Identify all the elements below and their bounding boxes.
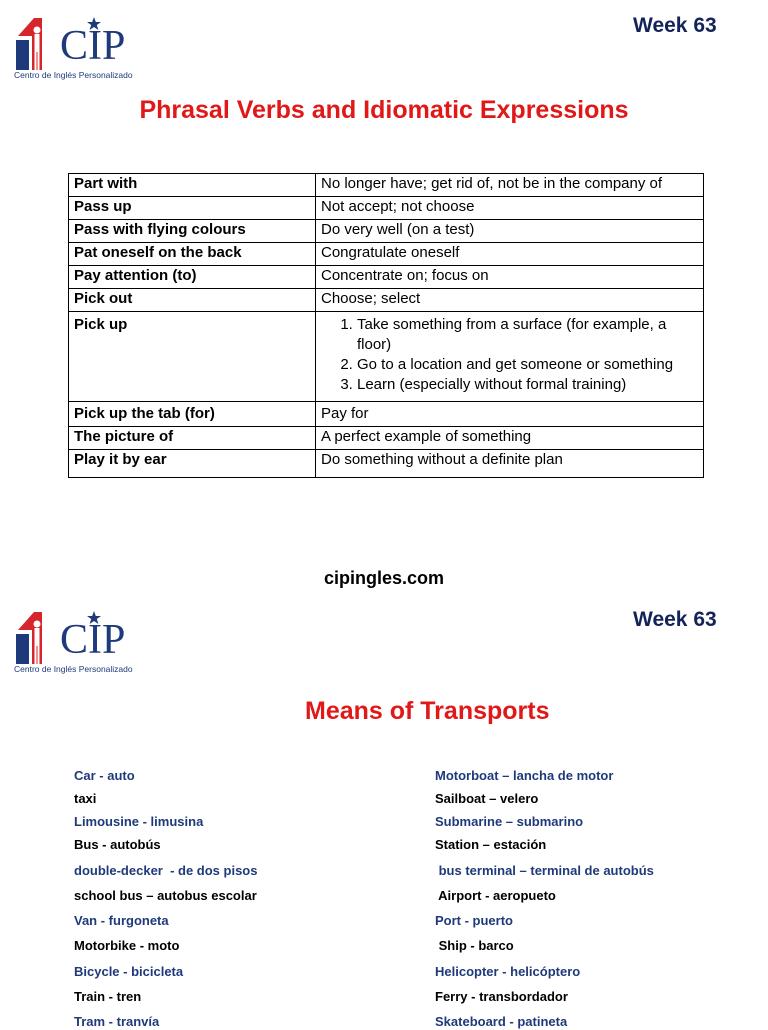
vocab-item: Motorbike - moto bbox=[74, 938, 180, 953]
term-cell: The picture of bbox=[69, 427, 316, 450]
definition-cell bbox=[316, 312, 704, 402]
table-row bbox=[69, 266, 704, 289]
table-row bbox=[69, 289, 704, 312]
vocab-item: Submarine – submarino bbox=[435, 814, 584, 829]
definition-cell: Not accept; not choose bbox=[316, 197, 704, 220]
table-row bbox=[69, 197, 704, 220]
definition-cell: A perfect example of something bbox=[316, 427, 704, 450]
week-label: Week 63 bbox=[633, 14, 717, 37]
vocab-item: Sailboat – velero bbox=[435, 791, 539, 806]
logo-text: CIP bbox=[60, 617, 126, 663]
table-row bbox=[69, 312, 704, 402]
definition-cell: Do something without a definite plan bbox=[316, 450, 704, 478]
vocab-item: Van - furgoneta bbox=[74, 913, 169, 928]
vocab-item: Limousine - limusina bbox=[74, 814, 204, 829]
table-row bbox=[69, 450, 704, 478]
table-row bbox=[69, 402, 704, 427]
definition-cell: Do very well (on a test) bbox=[316, 220, 704, 243]
term-cell: Pick up bbox=[69, 312, 316, 402]
table-row bbox=[69, 220, 704, 243]
cip-logo bbox=[12, 14, 142, 84]
term-cell: Part with bbox=[69, 174, 316, 197]
vocab-item: taxi bbox=[74, 791, 97, 806]
term-cell: Pick up the tab (for) bbox=[69, 402, 316, 427]
table-row bbox=[69, 427, 704, 450]
definition-cell: Pay for bbox=[316, 402, 704, 427]
vocab-item: Bicycle - bicicleta bbox=[74, 964, 184, 979]
table-row bbox=[69, 174, 704, 197]
list-item: 1. Take something from a surface (for example, a floor) bbox=[357, 315, 698, 355]
term-cell: Pat oneself on the back bbox=[69, 243, 316, 266]
vocab-item: Helicopter - helicóptero bbox=[435, 964, 581, 979]
list-item: 3. Learn (especially without formal training) bbox=[357, 375, 698, 395]
definition-cell: Choose; select bbox=[316, 289, 704, 312]
logo-tagline: Centro de Inglés Personalizado bbox=[14, 664, 133, 674]
logo-text: CIP bbox=[60, 23, 126, 69]
phrasal-verbs-table bbox=[68, 173, 704, 478]
vocab-item: Ship - barco bbox=[435, 938, 514, 953]
term-cell: Pass with flying colours bbox=[69, 220, 316, 243]
vocab-item: Ferry - transbordador bbox=[435, 989, 568, 1004]
term-cell: Play it by ear bbox=[69, 450, 316, 478]
week-label: Week 63 bbox=[633, 608, 717, 631]
term-cell: Pay attention (to) bbox=[69, 266, 316, 289]
term-cell: Pass up bbox=[69, 197, 316, 220]
vocab-item: Skateboard - patineta bbox=[435, 1014, 568, 1029]
vocab-item: Bus - autobús bbox=[74, 837, 161, 852]
vocab-item: Airport - aeropueto bbox=[435, 888, 556, 903]
vocab-item: Motorboat – lancha de motor bbox=[435, 768, 614, 783]
vocab-item: Train - tren bbox=[74, 989, 142, 1004]
vocab-item: Tram - tranvía bbox=[74, 1014, 160, 1029]
website-link[interactable]: cipingles.com bbox=[323, 568, 445, 588]
logo-tagline: Centro de Inglés Personalizado bbox=[14, 70, 133, 80]
definition-cell: No longer have; get rid of, not be in the company of bbox=[316, 174, 704, 197]
vocab-item: Station – estación bbox=[435, 837, 547, 852]
term-cell: Pick out bbox=[69, 289, 316, 312]
definition-cell: Congratulate oneself bbox=[316, 243, 704, 266]
page-title: Phrasal Verbs and Idiomatic Expressions bbox=[139, 96, 629, 124]
vocab-item: bus terminal – terminal de autobús bbox=[435, 863, 654, 878]
definition-list bbox=[321, 315, 698, 395]
vocab-item: Port - puerto bbox=[435, 913, 513, 928]
vocab-item: school bus – autobus escolar bbox=[74, 888, 257, 903]
section-title: Means of Transports bbox=[305, 697, 550, 725]
vocab-item: double-decker - de dos pisos bbox=[74, 863, 258, 878]
vocab-item: Car - auto bbox=[74, 768, 135, 783]
definition-cell: Concentrate on; focus on bbox=[316, 266, 704, 289]
cip-logo bbox=[12, 608, 142, 678]
list-item: 2. Go to a location and get someone or something bbox=[357, 355, 698, 375]
table-row bbox=[69, 243, 704, 266]
